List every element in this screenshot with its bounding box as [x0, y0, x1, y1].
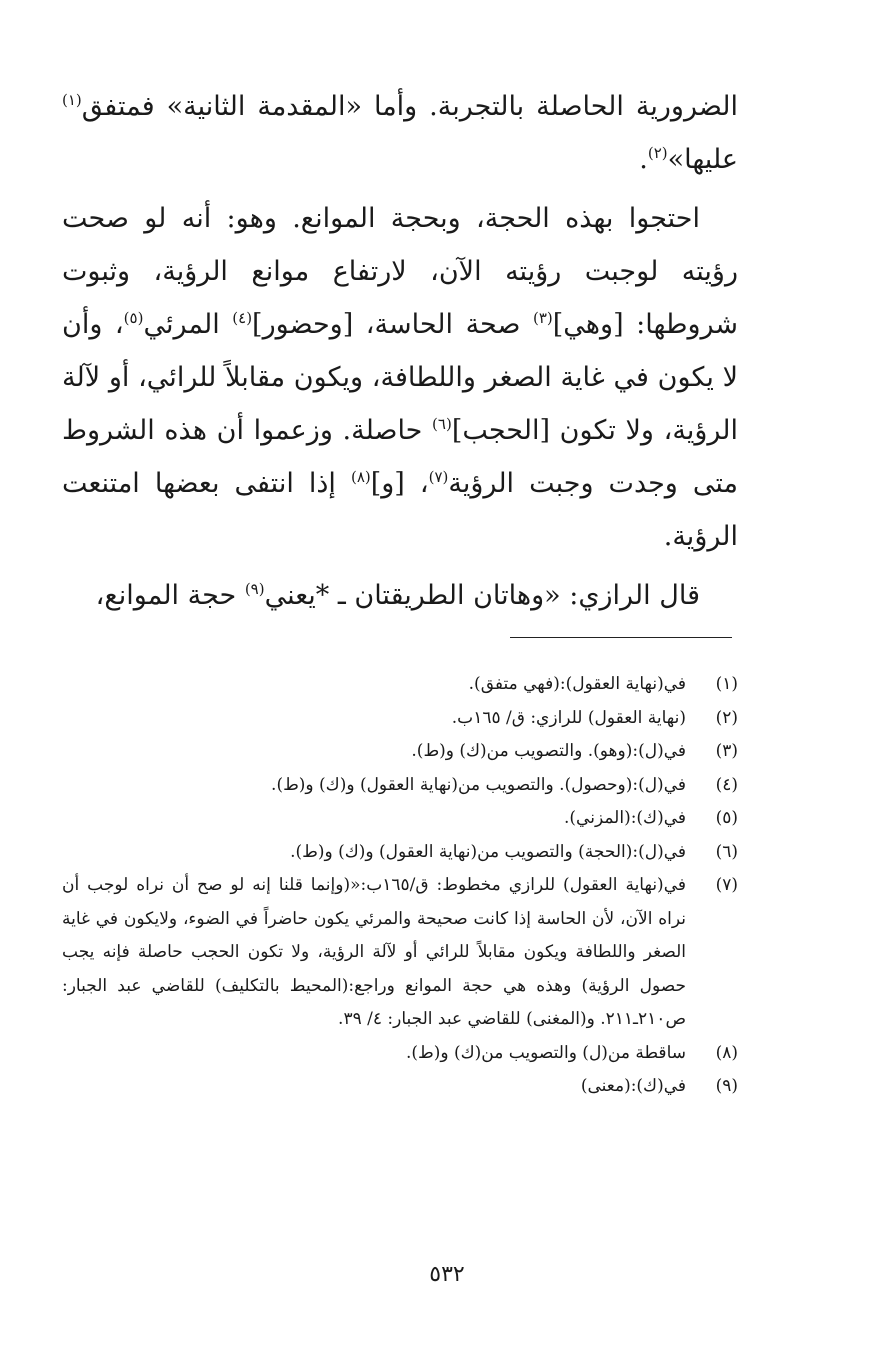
footnote-text: ساقطة من(ل) والتصويب من(ك) و(ط).	[405, 1042, 686, 1063]
footnote-ref: (٩)	[244, 580, 265, 598]
footnote-text: في(ل):(الحجة) والتصويب من(نهاية العقول) و(ك) و(ط).	[290, 841, 686, 862]
footnote	[62, 769, 738, 803]
footnote-ref: (٨)	[350, 468, 371, 486]
footnote-text: في(ك):(المزني).	[564, 808, 686, 828]
footnote	[62, 836, 738, 870]
footnotes	[62, 668, 738, 1104]
text-run: صحة الحاسة، [وحضور]	[252, 309, 533, 340]
footnote-number: (٨)	[715, 1042, 738, 1063]
footnote-number: (٤)	[715, 774, 738, 795]
text-run: .	[639, 144, 648, 175]
footnote-text: (نهاية العقول) للرازي: ق/ ١٦٥ب.	[451, 707, 686, 728]
footnote-text: في(نهاية العقول):(فهي متفق).	[468, 674, 686, 694]
footnote-separator	[510, 637, 732, 638]
text-run: عليها»	[667, 144, 738, 175]
footnote-number: (٢)	[715, 707, 738, 728]
footnote-text: في(ك):(معنى)	[580, 1076, 686, 1096]
body-text	[62, 80, 738, 622]
main-text	[62, 80, 738, 628]
footnote-number: (٧)	[715, 875, 738, 895]
text-run: إذا انتفى بعضها امتنعت الرؤية.	[62, 468, 738, 552]
footnote-ref: (١)	[62, 91, 82, 109]
footnote-number: (٦)	[715, 841, 738, 862]
footnote-number: (١)	[715, 674, 738, 694]
footnote	[62, 869, 738, 1037]
footnote-text: في(نهاية العقول) للرازي مخطوط: ق/١٦٥ب:«(وإنما قلنا إنه لو صح أن نراه لوجب أن نراه الآن، لأن الحاسة إذا كانت صحيحة والمرئي يكون حاضراً في الضوء، ولايكون في غاية الصغر واللطافة ويكون مقابلاً للرائي أو لآلة الرؤية، ولا تكون الحجب حاصلة فإنه يجب حصول الرؤية) وهذه هي حجة الموانع وراجع:(المحيط بالتكليف) للقاضي عبد الجبار: ص٢١٠ـ٢١١. و(المغنى) للقاضي عبد الجبار: ٤/ ٣٩.	[62, 875, 686, 1029]
footnote-ref: (٥)	[123, 309, 144, 327]
footnote	[62, 1070, 738, 1104]
footnote	[62, 802, 738, 836]
page-number: ٥٣٢	[429, 1262, 465, 1287]
footnote	[62, 702, 738, 736]
text-run: احتجوا بهذه الحجة، وبحجة الموانع. وهو: أنه لو صحت رؤيته لوجبت رؤيته الآن، لارتفاع موانع الرؤية، وثبوت شروطها: [وهي]	[62, 203, 738, 340]
paragraph-3	[62, 569, 738, 622]
text-run: المرئي	[143, 309, 233, 340]
paragraph-1	[62, 80, 738, 186]
footnote	[62, 735, 738, 769]
footnote-ref: (٢)	[647, 144, 668, 162]
text-run: قال الرازي: «وهاتان الطريقتان ـ *يعني	[264, 580, 700, 611]
text-run: ، [و]	[370, 468, 429, 499]
text-run: حجة الموانع،	[95, 580, 245, 611]
text-run: حاصلة. وزعموا أن هذه الشروط متى وجدت وجبت الرؤية	[62, 415, 738, 499]
footnote-number: (٣)	[715, 741, 738, 761]
footnote-ref: (٣)	[532, 309, 553, 327]
footnote	[62, 1037, 738, 1071]
footnote-text: في(ل):(وهو). والتصويب من(ك) و(ط).	[411, 741, 686, 761]
footnote-text: في(ل):(وحصول). والتصويب من(نهاية العقول) و(ك) و(ط).	[271, 774, 686, 795]
footnote	[62, 668, 738, 702]
text-run: ، وأن لا يكون في غاية الصغر واللطافة، ويكون مقابلاً للرائي، أو لآلة الرؤية، ولا تكون [الحجب]	[62, 309, 739, 446]
footnote-ref: (٦)	[432, 415, 452, 433]
text-run: الضرورية الحاصلة بالتجربة. وأما «المقدمة الثانية» فمتفق	[81, 91, 738, 122]
paragraph-2	[62, 192, 738, 563]
footnote-ref: (٧)	[428, 468, 449, 486]
footnote-ref: (٤)	[232, 309, 253, 327]
footnote-number: (٥)	[715, 808, 738, 828]
footnote-number: (٩)	[715, 1076, 738, 1096]
